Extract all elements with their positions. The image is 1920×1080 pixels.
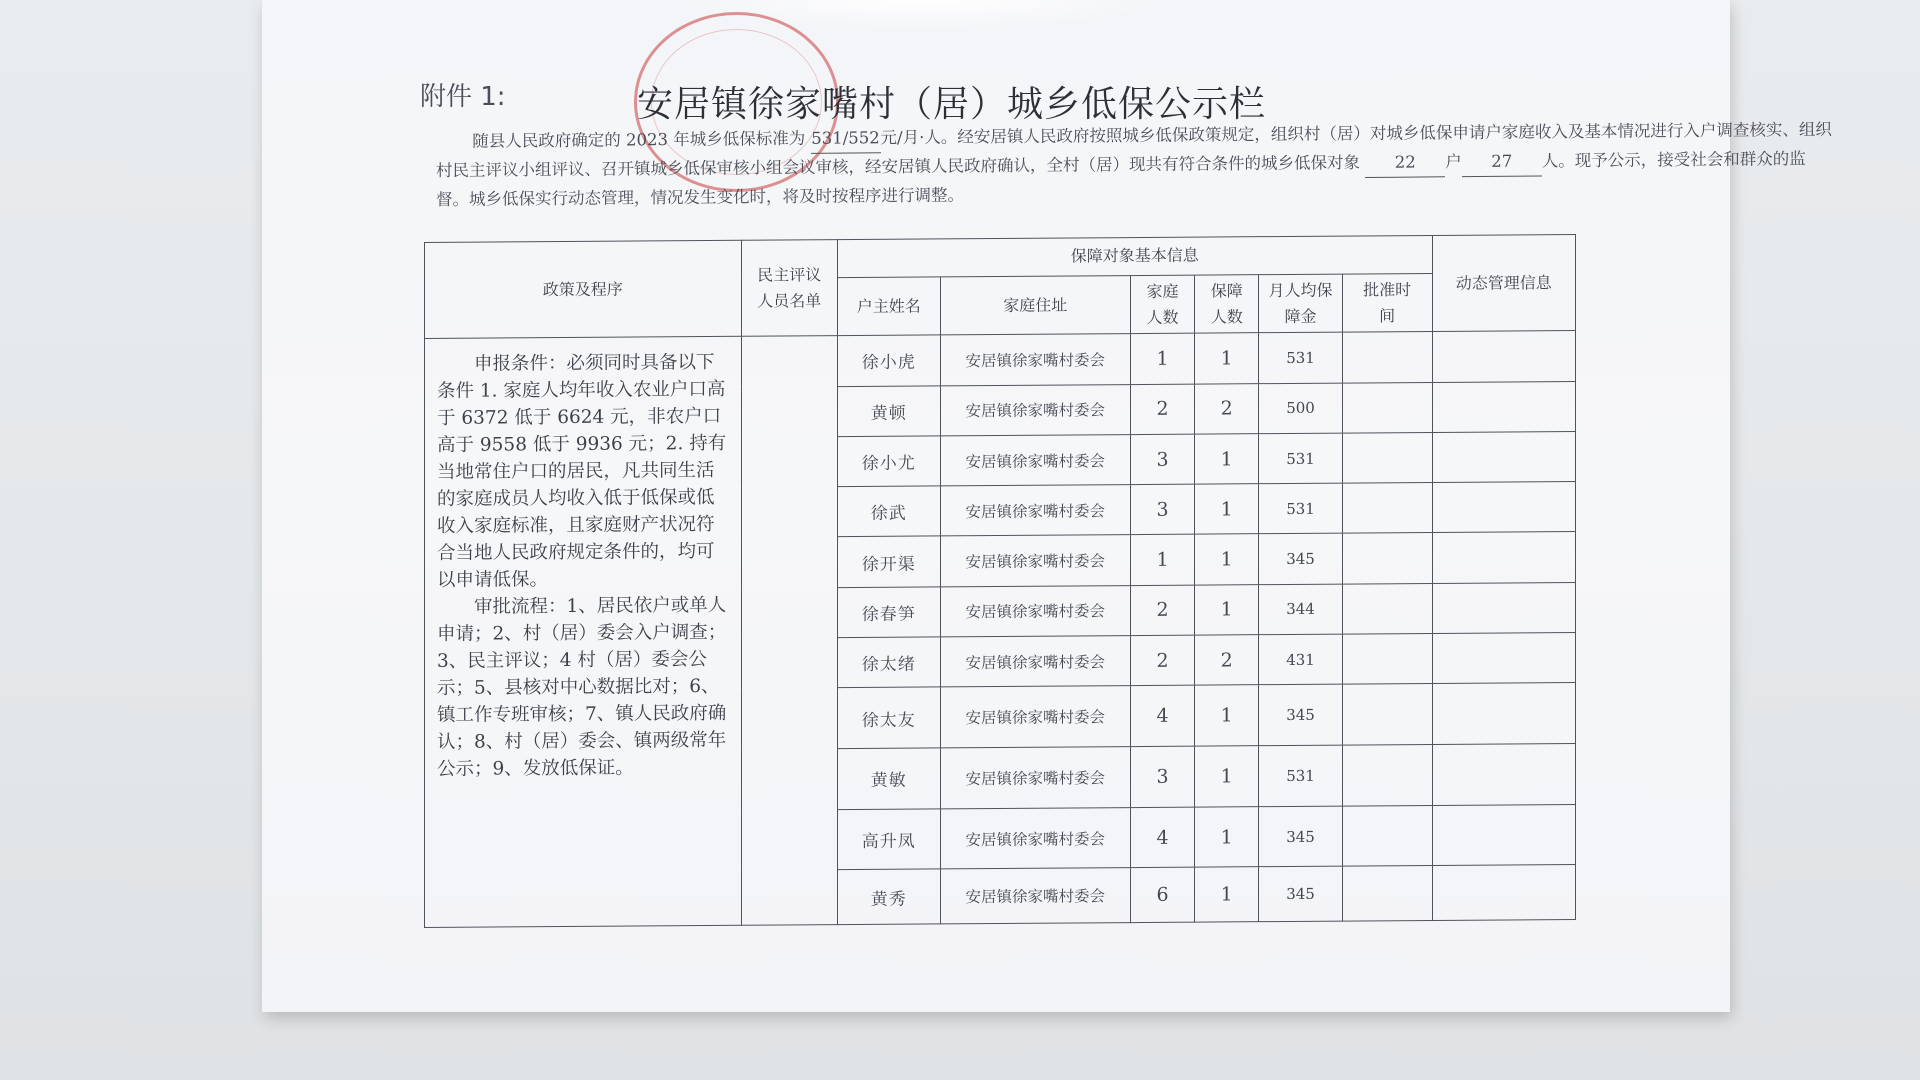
- row-name: 徐小虎: [837, 335, 940, 386]
- header-family: 家庭人数: [1130, 275, 1194, 334]
- header-group: 保障对象基本信息: [837, 235, 1432, 277]
- notice-paper: [262, 0, 1832, 1012]
- row-approval: [1342, 483, 1432, 534]
- row-covered: 1: [1195, 806, 1259, 867]
- row-address: 安居镇徐家嘴村委会: [940, 384, 1130, 436]
- row-dynamic: [1432, 683, 1575, 745]
- row-covered: 1: [1195, 685, 1259, 746]
- row-dynamic: [1432, 804, 1575, 866]
- row-amount: 431: [1259, 634, 1342, 685]
- row-approval: [1342, 583, 1432, 634]
- header-amount: 月人均保障金: [1259, 274, 1342, 333]
- row-covered: 2: [1195, 635, 1259, 686]
- households-value: 22: [1365, 148, 1445, 178]
- row-dynamic: [1432, 582, 1575, 633]
- row-approval: [1342, 633, 1432, 684]
- row-address: 安居镇徐家嘴村委会: [940, 434, 1130, 486]
- row-name: 徐春笋: [837, 587, 940, 638]
- row-amount: 345: [1259, 806, 1342, 867]
- row-approval: [1342, 805, 1432, 866]
- row-dynamic: [1432, 743, 1575, 805]
- row-dynamic: [1432, 865, 1575, 921]
- row-covered: 1: [1195, 584, 1259, 635]
- row-family: 2: [1130, 585, 1194, 636]
- row-approval: [1342, 533, 1432, 584]
- persons-value: 27: [1462, 147, 1542, 177]
- attachment-label: 附件 1:: [420, 82, 506, 112]
- row-family: 2: [1130, 384, 1194, 435]
- row-address: 安居镇徐家嘴村委会: [940, 747, 1130, 809]
- row-address: 安居镇徐家嘴村委会: [940, 585, 1130, 637]
- row-amount: 345: [1259, 533, 1342, 584]
- row-name: 黄顿: [837, 386, 940, 437]
- row-covered: 1: [1195, 746, 1259, 807]
- row-approval: [1342, 432, 1432, 483]
- intro-part3: 人。现予公示，接受社会和群众的监督。城乡低保实行动态管理，情况发生变化时，将及时按程序进行调整。: [436, 149, 1806, 210]
- row-dynamic: [1432, 431, 1575, 482]
- row-address: 安居镇徐家嘴村委会: [940, 686, 1130, 748]
- row-dynamic: [1432, 632, 1575, 683]
- row-address: 安居镇徐家嘴村委会: [940, 636, 1130, 688]
- page-title: 安居镇徐家嘴村（居）城乡低保公示栏: [637, 84, 1267, 125]
- row-covered: 1: [1195, 867, 1259, 922]
- row-covered: 1: [1195, 333, 1259, 384]
- header-name: 户主姓名: [837, 277, 940, 336]
- row-amount: 531: [1259, 332, 1342, 383]
- row-family: 6: [1130, 868, 1194, 923]
- row-approval: [1342, 684, 1432, 745]
- row-family: 1: [1130, 535, 1194, 586]
- row-covered: 2: [1195, 383, 1259, 434]
- row-name: 高升凤: [837, 809, 940, 870]
- standard-value: 531/552: [811, 124, 881, 154]
- intro-part1: 随县人民政府确定的 2023 年城乡低保标准为: [472, 128, 806, 151]
- unit-hu: 户: [1445, 152, 1462, 172]
- row-address: 安居镇徐家嘴村委会: [940, 334, 1130, 386]
- header-review: 民主评议人员名单: [741, 240, 837, 337]
- row-approval: [1342, 744, 1432, 805]
- row-family: 1: [1130, 333, 1194, 384]
- policy-conditions: 申报条件：必须同时具备以下条件 1. 家庭人均年收入农业户口高于 6372 低于 6624 元，非农户口高于 9558 低于 9936 元；2. 持有当地常住户口的居民，凡共同生活的家庭成员人均收入低于低保或低收入家庭标准，且家庭财产状况符合当地人民政府规定条件的，均可以申请低保。: [437, 352, 727, 592]
- row-address: 安居镇徐家嘴村委会: [940, 535, 1130, 587]
- row-name: 黄敏: [837, 748, 940, 809]
- header-covered: 保障人数: [1195, 274, 1259, 333]
- row-approval: [1342, 866, 1432, 921]
- header-approval: 批准时间: [1342, 273, 1432, 332]
- row-covered: 1: [1195, 484, 1259, 535]
- row-family: 3: [1130, 746, 1194, 807]
- header-policy: 政策及程序: [425, 240, 742, 339]
- policy-cell: [425, 337, 742, 928]
- row-name: 徐开渠: [837, 536, 940, 587]
- row-dynamic: [1432, 532, 1575, 583]
- row-approval: [1342, 382, 1432, 433]
- row-name: 徐武: [837, 486, 940, 537]
- row-name: 徐太绪: [837, 637, 940, 688]
- row-covered: 1: [1195, 534, 1259, 585]
- policy-process: 审批流程：1、居民依户或单人申请；2、村（居）委会入户调查；3、民主评议；4 村（居）委会公示；5、县核对中心数据比对；6、镇工作专班审核；7、镇人民政府确认；8、村（居）委会、镇两级常年公示；9、发放低保证。: [437, 595, 727, 781]
- row-amount: 345: [1259, 684, 1342, 745]
- row-address: 安居镇徐家嘴村委会: [940, 485, 1130, 537]
- row-name: 徐小尤: [837, 436, 940, 487]
- header-dynamic: 动态管理信息: [1432, 234, 1575, 331]
- row-amount: 500: [1259, 383, 1342, 434]
- row-family: 4: [1130, 685, 1194, 746]
- row-name: 黄秀: [837, 869, 940, 924]
- intro-part2: 元/月·人。经安居镇人民政府按照城乡低保政策规定，组织村（居）对城乡低保申请户家庭收入及基本情况进行入户调查核实、组织村民主评议小组评议、召开镇城乡低保审核小组会议审核，经安居镇人民政府确认，全村（居）现共有符合条件的城乡低保对象: [436, 119, 1832, 181]
- row-dynamic: [1432, 331, 1575, 382]
- row-dynamic: [1432, 482, 1575, 533]
- row-address: 安居镇徐家嘴村委会: [940, 807, 1130, 869]
- review-names-cell: [741, 336, 837, 925]
- intro-paragraph: [436, 116, 1836, 214]
- row-address: 安居镇徐家嘴村委会: [940, 868, 1130, 924]
- table-row: [425, 331, 1576, 389]
- row-family: 3: [1130, 484, 1194, 535]
- row-amount: 531: [1259, 483, 1342, 534]
- row-amount: 345: [1259, 866, 1342, 921]
- row-family: 4: [1130, 807, 1194, 868]
- row-covered: 1: [1195, 434, 1259, 485]
- row-family: 3: [1130, 434, 1194, 485]
- row-amount: 531: [1259, 433, 1342, 484]
- row-family: 2: [1130, 635, 1194, 686]
- row-amount: 531: [1259, 745, 1342, 806]
- row-amount: 344: [1259, 584, 1342, 635]
- row-dynamic: [1432, 381, 1575, 432]
- row-name: 徐太友: [837, 687, 940, 748]
- row-approval: [1342, 332, 1432, 383]
- beneficiary-table: [424, 234, 1576, 928]
- header-address: 家庭住址: [940, 275, 1130, 335]
